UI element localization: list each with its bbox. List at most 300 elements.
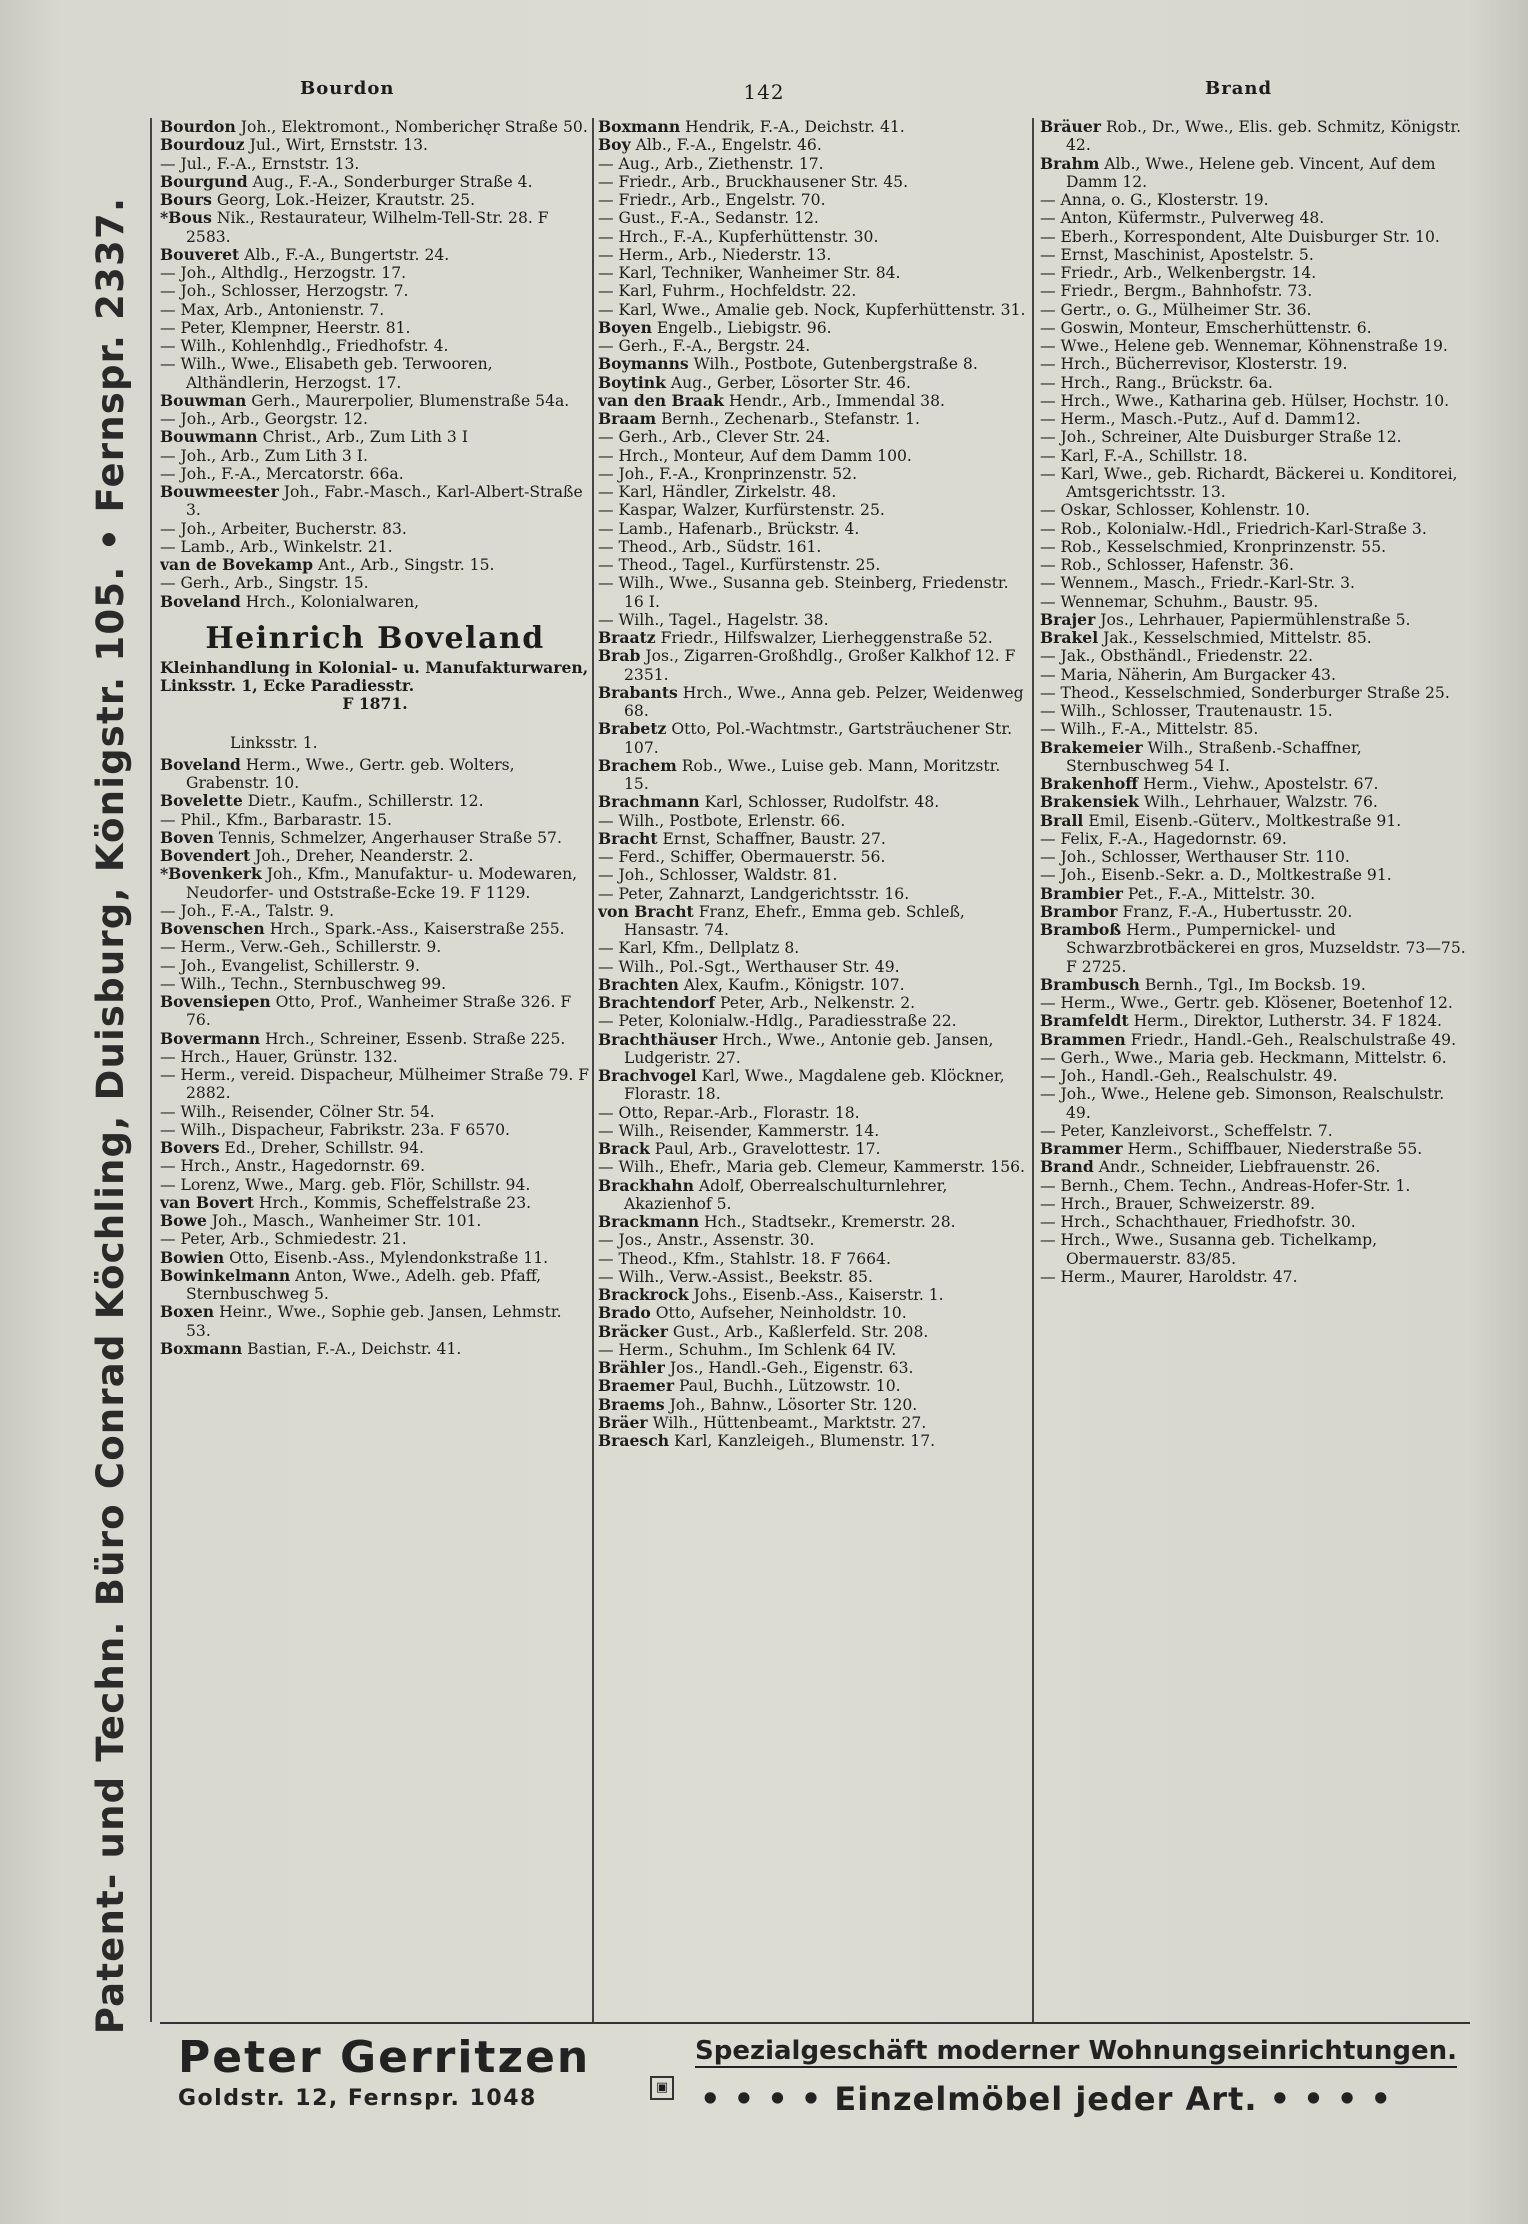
directory-entry	[598, 1414, 1026, 1432]
directory-entry	[598, 428, 1026, 446]
directory-entry	[1040, 1031, 1468, 1049]
entry-details: Herm., Pumpernickel- und Schwarzbrotbäckerei en gros, Muzseldstr. 73—75. F 2725.	[1066, 921, 1466, 976]
entry-details: — Ernst, Maschinist, Apostelstr. 5.	[1040, 245, 1314, 264]
directory-entry	[160, 428, 590, 446]
entry-details: — Wilh., Ehefr., Maria geb. Clemeur, Kammerstr. 156.	[598, 1158, 1025, 1177]
entry-details: Alb., F.-A., Bungertstr. 24.	[239, 245, 450, 264]
entry-details: — Joh., F.-A., Mercatorstr. 66a.	[160, 464, 404, 483]
directory-entry	[160, 1340, 590, 1358]
entry-surname: Bovensiepen	[160, 992, 271, 1011]
entry-details: Joh., Bahnw., Lösorter Str. 120.	[664, 1395, 918, 1414]
entry-details: Hrch., Schreiner, Essenb. Straße 225.	[260, 1029, 566, 1048]
directory-entry	[598, 191, 1026, 209]
entry-details: — Gust., F.-A., Sedanstr. 12.	[598, 209, 819, 228]
directory-entry	[1040, 647, 1468, 665]
entry-details: — Joh., Evangelist, Schillerstr. 9.	[160, 956, 420, 975]
entry-details: Joh., Fabr.-Masch., Karl-Albert-Straße 3.	[186, 483, 583, 520]
directory-entry	[1040, 976, 1468, 994]
directory-entry	[160, 520, 590, 538]
entry-details: Wilh., Hüttenbeamt., Marktstr. 27.	[647, 1413, 927, 1432]
directory-entry	[160, 1030, 590, 1048]
directory-entry	[160, 301, 590, 319]
directory-entry	[1040, 921, 1468, 976]
entry-details: Christ., Arb., Zum Lith 3 I	[257, 428, 468, 447]
directory-entry	[160, 483, 590, 520]
directory-entry	[160, 1157, 590, 1175]
entry-surname: Boyen	[598, 317, 652, 337]
entry-details: Aug., Gerber, Lösorter Str. 46.	[665, 373, 911, 392]
entry-details: — Jos., Anstr., Assenstr. 30.	[598, 1231, 815, 1250]
entry-surname: Boxmann	[598, 118, 681, 136]
column-3	[1040, 118, 1468, 2018]
directory-entry	[1040, 282, 1468, 300]
directory-entry	[1040, 720, 1468, 738]
entry-surname: Boxmann	[160, 1338, 243, 1358]
directory-entry	[598, 1359, 1026, 1377]
entry-surname: Bowe	[160, 1211, 207, 1230]
entry-surname: *Bovenkerk	[160, 864, 262, 884]
entry-surname: Bours	[160, 190, 212, 209]
entry-details: Joh., Dreher, Neanderstr. 2.	[250, 847, 474, 865]
entry-details: — Kaspar, Walzer, Kurfürstenstr. 25.	[598, 501, 885, 520]
entry-surname: Braems	[598, 1394, 665, 1414]
directory-entry	[160, 392, 590, 410]
entry-details: — Joh., Schlosser, Waldstr. 81.	[598, 866, 838, 885]
entry-surname: Brackmann	[598, 1212, 700, 1231]
directory-entry	[1040, 228, 1468, 246]
entry-details: — Maria, Näherin, Am Burgacker 43.	[1040, 665, 1336, 684]
directory-entry	[598, 812, 1026, 830]
entry-details: Alb., Wwe., Helene geb. Vincent, Auf dem Damm 12.	[1066, 154, 1436, 191]
entry-surname: Bowinkelmann	[160, 1265, 291, 1285]
entry-details: — Hrch., F.-A., Kupferhüttenstr. 30.	[598, 227, 879, 246]
entry-details: — Rob., Kesselschmied, Kronprinzenstr. 55.	[1040, 537, 1387, 556]
footer-advertisement	[160, 2022, 1470, 2118]
entry-surname: Braam	[598, 409, 657, 428]
directory-entry	[160, 1267, 590, 1304]
entry-details: Paul, Arb., Gravelottestr. 17.	[649, 1140, 881, 1158]
directory-entry	[598, 556, 1026, 574]
directory-entry	[598, 994, 1026, 1012]
directory-entry	[160, 118, 590, 136]
directory-entry	[1040, 885, 1468, 903]
directory-entry	[160, 574, 590, 592]
entry-details: Hch., Stadtsekr., Kremerstr. 28.	[699, 1213, 956, 1231]
entry-details: Bastian, F.-A., Deichstr. 41.	[242, 1339, 462, 1358]
entry-details: — Wilh., Wwe., Elisabeth geb. Terwooren, Althändlerin, Herzogst. 17.	[160, 355, 493, 392]
entry-details: — Wilh., Tagel., Hagelstr. 38.	[598, 610, 829, 629]
directory-entry	[1040, 1085, 1468, 1122]
directory-entry	[1040, 1195, 1468, 1213]
directory-entry	[598, 757, 1026, 794]
directory-entry	[160, 829, 590, 847]
entry-details: — Wwe., Helene geb. Wennemar, Köhnenstraße 19.	[1040, 337, 1448, 355]
directory-entry	[598, 848, 1026, 866]
entry-details: — Hrch., Monteur, Auf dem Damm 100.	[598, 446, 912, 465]
entry-details: — Lamb., Hafenarb., Brückstr. 4.	[598, 519, 860, 538]
directory-entry	[160, 1176, 590, 1194]
directory-entry	[598, 1396, 1026, 1414]
header-left-keyword: Bourdon	[300, 78, 395, 99]
entry-surname: Brachvogel	[598, 1066, 697, 1085]
entry-details: Karl, Wwe., Magdalene geb. Klöckner, Florastr. 18.	[624, 1067, 1005, 1104]
entry-details: Gust., Arb., Kaßlerfeld. Str. 208.	[667, 1322, 929, 1341]
header-right-keyword: Brand	[1205, 78, 1273, 99]
entry-surname: Boy	[598, 135, 631, 155]
directory-entry	[1040, 611, 1468, 629]
entry-details: — Oskar, Schlosser, Kohlenstr. 10.	[1040, 501, 1311, 520]
directory-entry	[160, 556, 590, 574]
directory-entry	[160, 191, 590, 209]
entry-details: — Theod., Kesselschmied, Sonderburger Straße 25.	[1040, 683, 1450, 702]
directory-entry	[160, 1066, 590, 1103]
entry-surname: Braemer	[598, 1376, 675, 1396]
entry-surname: Brabetz	[598, 719, 667, 739]
directory-entry	[1040, 355, 1468, 373]
directory-entry	[160, 209, 590, 246]
entry-details: Hrch., Kommis, Scheffelstraße 23.	[253, 1193, 532, 1212]
entry-surname: Brakel	[1040, 628, 1099, 647]
directory-entry	[598, 173, 1026, 191]
entry-details: Otto, Prof., Wanheimer Straße 326. F 76.	[186, 993, 572, 1030]
entry-surname: Brachthäuser	[598, 1029, 718, 1049]
entry-details: — Peter, Zahnarzt, Landgerichtsstr. 16.	[598, 884, 910, 903]
directory-entry	[1040, 428, 1468, 446]
directory-entry	[1040, 1268, 1468, 1286]
entry-details: Hrch., Wwe., Antonie geb. Jansen, Ludgeristr. 27.	[624, 1030, 994, 1067]
directory-entry	[598, 447, 1026, 465]
directory-entry	[598, 1140, 1026, 1158]
entry-surname: Boven	[160, 827, 214, 847]
entry-surname: Brack	[598, 1139, 650, 1158]
entry-details: — Aug., Arb., Ziethenstr. 17.	[598, 154, 824, 173]
directory-entry	[1040, 520, 1468, 538]
page-number: 142	[743, 80, 785, 104]
entry-details: Ant., Arb., Singstr. 15.	[313, 556, 495, 574]
entry-surname: Brakemeier	[1040, 737, 1143, 757]
side-advertisement	[82, 120, 140, 2110]
entry-details: Herm., Viehw., Apostelstr. 67.	[1138, 775, 1379, 793]
directory-entry	[1040, 1122, 1468, 1140]
column-1-entries	[160, 118, 590, 611]
directory-entry	[160, 1230, 590, 1248]
entry-details: — Karl, Wwe., geb. Richardt, Bäckerei u. Konditorei, Amtsgerichtsstr. 13.	[1040, 464, 1458, 501]
entry-surname: Brambusch	[1040, 974, 1140, 994]
directory-entry	[598, 118, 1026, 136]
entry-details: — Hrch., Rang., Brückstr. 6a.	[1040, 373, 1273, 392]
entry-details: — Joh., Schlosser, Werthauser Str. 110.	[1040, 848, 1350, 866]
entry-surname: Bouwmeester	[160, 482, 279, 501]
footer-address: Goldstr. 12, Fernspr. 1048	[178, 2086, 537, 2111]
directory-entry	[598, 1104, 1026, 1122]
entry-surname: Brachten	[598, 974, 679, 994]
directory-entry	[1040, 538, 1468, 556]
entry-surname: Boveland	[160, 754, 241, 774]
directory-entry	[160, 264, 590, 282]
entry-details: — Joh., F.-A., Talstr. 9.	[160, 901, 335, 920]
entry-details: — Max, Arb., Antonienstr. 7.	[160, 300, 385, 319]
entry-details: — Friedr., Bergm., Bahnhofstr. 73.	[1040, 282, 1313, 301]
directory-entry	[160, 1194, 590, 1212]
entry-details: — Eberh., Korrespondent, Alte Duisburger Str. 10.	[1040, 227, 1440, 246]
boveland-ad-text: Kleinhandlung in Kolonial- u. Manufakturwaren, Linksstr. 1, Ecke Paradiesstr.	[160, 657, 589, 695]
directory-entry	[160, 155, 590, 173]
entry-surname: Bourdon	[160, 118, 236, 136]
entry-details: Tennis, Schmelzer, Angerhauser Straße 57.	[213, 828, 562, 847]
directory-entry	[598, 501, 1026, 519]
entry-details: — Theod., Kfm., Stahlstr. 18. F 7664.	[598, 1249, 891, 1268]
entry-details: — Herm., vereid. Dispacheur, Mülheimer Straße 79. F 2882.	[160, 1066, 590, 1103]
entry-details: — Wilh., Reisender, Kammerstr. 14.	[598, 1121, 880, 1140]
entry-details: Hrch., Kolonialwaren,	[240, 592, 420, 611]
entry-details: Aug., F.-A., Sonderburger Straße 4.	[247, 172, 533, 191]
directory-entry	[160, 173, 590, 191]
entry-surname: Bowien	[160, 1247, 225, 1267]
entry-surname: Brachem	[598, 755, 677, 775]
boveland-advertisement	[160, 619, 590, 752]
directory-entry	[1040, 684, 1468, 702]
directory-entry	[1040, 994, 1468, 1012]
entry-surname: Braatz	[598, 628, 656, 647]
entry-surname: *Bous	[160, 208, 212, 228]
entry-surname: Brachmann	[598, 792, 700, 812]
column-3-entries	[1040, 118, 1468, 1286]
entry-surname: Brammen	[1040, 1029, 1126, 1049]
directory-entry	[598, 647, 1026, 684]
directory-entry	[1040, 246, 1468, 264]
entry-details: Rob., Dr., Wwe., Elis. geb. Schmitz, Königstr. 42.	[1066, 118, 1462, 155]
entry-details: — Friedr., Arb., Bruckhausener Str. 45.	[598, 172, 909, 191]
entry-surname: Bracht	[598, 828, 658, 848]
directory-entry	[598, 374, 1026, 392]
directory-entry	[1040, 1140, 1468, 1158]
entry-details: Franz, Ehefr., Emma geb. Schleß, Hansastr. 74.	[624, 902, 965, 939]
directory-entry	[598, 1031, 1026, 1068]
entry-surname: Bourdouz	[160, 135, 245, 155]
entry-details: Herm., Schiffbauer, Niederstraße 55.	[1122, 1140, 1423, 1158]
boveland-ad-fax: F 1871.	[342, 694, 408, 714]
column-1	[160, 118, 590, 2018]
directory-entry	[598, 136, 1026, 154]
entry-surname: Bouveret	[160, 244, 240, 264]
entry-details: Joh., Elektromont., Nomberichęr Straße 50.	[235, 118, 588, 136]
directory-entry	[598, 976, 1026, 994]
entry-details: — Rob., Kolonialw.-Hdl., Friedrich-Karl-Straße 3.	[1040, 519, 1427, 538]
directory-entry	[160, 355, 590, 392]
directory-entry	[598, 1177, 1026, 1214]
entry-surname: Boytink	[598, 372, 666, 392]
entry-details: Friedr., Handl.-Geh., Realschulstraße 49.	[1125, 1030, 1457, 1049]
directory-entry	[598, 1158, 1026, 1176]
directory-entry	[598, 1231, 1026, 1249]
entry-details: — Friedr., Arb., Welkenbergstr. 14.	[1040, 264, 1317, 282]
entry-surname: Brab	[598, 646, 641, 666]
entry-surname: Brall	[1040, 810, 1084, 830]
entry-details: Peter, Arb., Nelkenstr. 2.	[715, 994, 916, 1012]
entry-details: — Herm., Arb., Niederstr. 13.	[598, 245, 832, 264]
directory-entry	[598, 1341, 1026, 1359]
entry-details: — Joh., Arb., Georgstr. 12.	[160, 410, 368, 428]
directory-entry	[160, 938, 590, 956]
directory-entry	[1040, 1177, 1468, 1195]
entry-details: Jos., Lehrhauer, Papiermühlenstraße 5.	[1095, 610, 1411, 629]
directory-entry	[598, 1304, 1026, 1322]
entry-details: Hendr., Arb., Immendal 38.	[723, 391, 945, 410]
entry-details: — Goswin, Monteur, Emscherhüttenstr. 6.	[1040, 318, 1372, 337]
entry-details: Herm., Direktor, Lutherstr. 34. F 1824.	[1128, 1012, 1442, 1031]
directory-entry	[598, 228, 1026, 246]
entry-details: Franz, F.-A., Hubertusstr. 20.	[1117, 902, 1353, 921]
entry-details: Joh., Kfm., Manufaktur- u. Modewaren, Neudorfer- und Oststraße-Ecke 19. F 1129.	[186, 865, 578, 902]
entry-details: — Karl, Wwe., Amalie geb. Nock, Kupferhüttenstr. 31.	[598, 300, 1026, 319]
directory-entry	[1040, 191, 1468, 209]
entry-details: Wilh., Straßenb.-Schaffner, Sternbuschweg 54 I.	[1066, 738, 1362, 775]
entry-details: — Wilh., F.-A., Mittelstr. 85.	[1040, 720, 1259, 739]
directory-entry	[1040, 1012, 1468, 1030]
directory-entry	[160, 319, 590, 337]
entry-details: Otto, Aufseher, Neinholdstr. 10.	[650, 1304, 907, 1323]
entry-details: Hrch., Spark.-Ass., Kaiserstraße 255.	[264, 920, 565, 938]
directory-entry	[160, 993, 590, 1030]
column-rule-1	[592, 118, 594, 2022]
entry-details: — Anton, Küfermstr., Pulverweg 48.	[1040, 209, 1325, 228]
entry-details: — Peter, Kanzleivorst., Scheffelstr. 7.	[1040, 1121, 1333, 1140]
directory-entry	[598, 1067, 1026, 1104]
entry-details: — Karl, F.-A., Schillstr. 18.	[1040, 446, 1248, 465]
entry-details: — Theod., Arb., Südstr. 161.	[598, 537, 822, 556]
directory-entry	[160, 1249, 590, 1267]
directory-entry	[598, 830, 1026, 848]
directory-entry	[1040, 1158, 1468, 1176]
entry-details: Gerh., Maurerpolier, Blumenstraße 54a.	[246, 391, 570, 410]
entry-details: — Karl, Händler, Zirkelstr. 48.	[598, 483, 837, 501]
entry-surname: von Bracht	[598, 901, 694, 921]
directory-entry	[160, 920, 590, 938]
entry-details: — Theod., Tagel., Kurfürstenstr. 25.	[598, 556, 881, 574]
directory-entry	[1040, 209, 1468, 227]
entry-surname: Brammer	[1040, 1139, 1123, 1158]
directory-entry	[160, 337, 590, 355]
directory-entry	[160, 975, 590, 993]
entry-surname: Brachtendorf	[598, 993, 716, 1012]
directory-entry	[598, 1323, 1026, 1341]
entry-surname: Brado	[598, 1303, 651, 1323]
directory-entry	[1040, 1213, 1468, 1231]
entry-details: — Jak., Obsthändl., Friedenstr. 22.	[1040, 647, 1314, 666]
entry-details: Karl, Schlosser, Rudolfstr. 48.	[699, 793, 940, 812]
phone-box-icon: ▣	[650, 2076, 674, 2100]
entry-surname: Bräuer	[1040, 118, 1101, 136]
directory-entry	[598, 1268, 1026, 1286]
entry-surname: Brakenhoff	[1040, 774, 1139, 793]
entry-details: — Lorenz, Wwe., Marg. geb. Flör, Schillstr. 94.	[160, 1175, 531, 1194]
directory-entry	[598, 520, 1026, 538]
column-2-entries	[598, 118, 1026, 1450]
entry-details: — Gerh., Arb., Singstr. 15.	[160, 574, 369, 593]
directory-entry	[1040, 501, 1468, 519]
entry-details: — Herm., Wwe., Gertr. geb. Klösener, Boetenhof 12.	[1040, 994, 1453, 1012]
directory-entry	[598, 793, 1026, 811]
column-2	[598, 118, 1026, 2018]
entry-details: — Wilh., Wwe., Susanna geb. Steinberg, Friedenstr. 16 I.	[598, 574, 1009, 611]
entry-details: Bernh., Tgl., Im Bocksb. 19.	[1139, 975, 1366, 994]
directory-entry	[598, 282, 1026, 300]
entry-details: Wilh., Postbote, Gutenbergstraße 8.	[688, 355, 978, 374]
directory-entry	[1040, 337, 1468, 355]
directory-entry	[598, 246, 1026, 264]
entry-surname: Brand	[1040, 1157, 1094, 1177]
directory-entry	[160, 847, 590, 865]
entry-details: Heinr., Wwe., Sophie geb. Jansen, Lehmstr. 53.	[186, 1303, 562, 1340]
directory-entry	[598, 1122, 1026, 1140]
directory-entry	[598, 903, 1026, 940]
entry-details: Jos., Zigarren-Großhdlg., Großer Kalkhof 12. F 2351.	[624, 647, 1016, 684]
directory-entry	[598, 1432, 1026, 1450]
directory-entry	[1040, 866, 1468, 884]
directory-entry	[598, 958, 1026, 976]
entry-details: — Wilh., Schlosser, Trautenaustr. 15.	[1040, 702, 1333, 720]
entry-details: — Gerh., Arb., Clever Str. 24.	[598, 428, 831, 447]
entry-details: — Peter, Klempner, Heerstr. 81.	[160, 318, 411, 337]
entry-details: — Wilh., Verw.-Assist., Beekstr. 85.	[598, 1267, 873, 1286]
entry-details: Jak., Kesselschmied, Mittelstr. 85.	[1098, 629, 1372, 647]
directory-entry	[160, 811, 590, 829]
directory-entry	[160, 465, 590, 483]
directory-entry	[598, 319, 1026, 337]
entry-surname: Bouwmann	[160, 427, 258, 447]
directory-entry	[160, 410, 590, 428]
entry-details: — Wilh., Kohlenhdlg., Friedhofstr. 4.	[160, 337, 449, 355]
entry-surname: Brackrock	[598, 1285, 689, 1304]
footer-slogan-2: • • • • Einzelmöbel jeder Art. • • • •	[700, 2080, 1392, 2118]
entry-details: Herm., Wwe., Gertr. geb. Wolters, Grabenstr. 10.	[186, 755, 515, 792]
entry-details: — Gertr., o. G., Mülheimer Str. 36.	[1040, 300, 1312, 319]
directory-entry	[1040, 702, 1468, 720]
entry-details: Pet., F.-A., Mittelstr. 30.	[1122, 884, 1316, 903]
entry-surname: Bräer	[598, 1412, 648, 1432]
entry-details: — Wilh., Reisender, Cölner Str. 54.	[160, 1102, 435, 1121]
directory-entry	[160, 1303, 590, 1340]
entry-surname: Bovenschen	[160, 919, 265, 938]
directory-entry	[598, 155, 1026, 173]
entry-surname: Brambor	[1040, 901, 1118, 921]
entry-surname: Brackhahn	[598, 1175, 694, 1195]
directory-entry	[1040, 775, 1468, 793]
entry-details: Georg, Lok.-Heizer, Krautstr. 25.	[211, 191, 476, 209]
entry-surname: Brähler	[598, 1358, 665, 1377]
entry-details: Ed., Dreher, Schillstr. 94.	[219, 1139, 425, 1157]
entry-details: — Joh., Wwe., Helene geb. Simonson, Realschulstr. 49.	[1040, 1085, 1445, 1122]
directory-entry	[160, 902, 590, 920]
directory-entry	[598, 465, 1026, 483]
directory-entry	[598, 264, 1026, 282]
entry-details: — Hrch., Bücherrevisor, Klosterstr. 19.	[1040, 355, 1348, 374]
directory-entry	[1040, 830, 1468, 848]
directory-entry	[160, 136, 590, 154]
entry-surname: Brabants	[598, 682, 678, 702]
entry-details: — Wilh., Dispacheur, Fabrikstr. 23a. F 6570.	[160, 1120, 510, 1139]
entry-details: Johs., Eisenb.-Ass., Kaiserstr. 1.	[688, 1286, 944, 1304]
entry-details: Rob., Wwe., Luise geb. Mann, Moritzstr. 15.	[624, 756, 1001, 793]
directory-entry	[1040, 574, 1468, 592]
directory-entry	[1040, 465, 1468, 502]
entry-details: Emil, Eisenb.-Güterv., Moltkestraße 91.	[1083, 811, 1402, 830]
entry-details: — Wilh., Pol.-Sgt., Werthauser Str. 49.	[598, 957, 900, 976]
entry-surname: Brakensiek	[1040, 792, 1139, 812]
entry-details: — Hrch., Schachthauer, Friedhofstr. 30.	[1040, 1213, 1356, 1231]
entry-details: Dietr., Kaufm., Schillerstr. 12.	[242, 792, 484, 811]
entry-details: — Jul., F.-A., Ernststr. 13.	[160, 154, 360, 173]
